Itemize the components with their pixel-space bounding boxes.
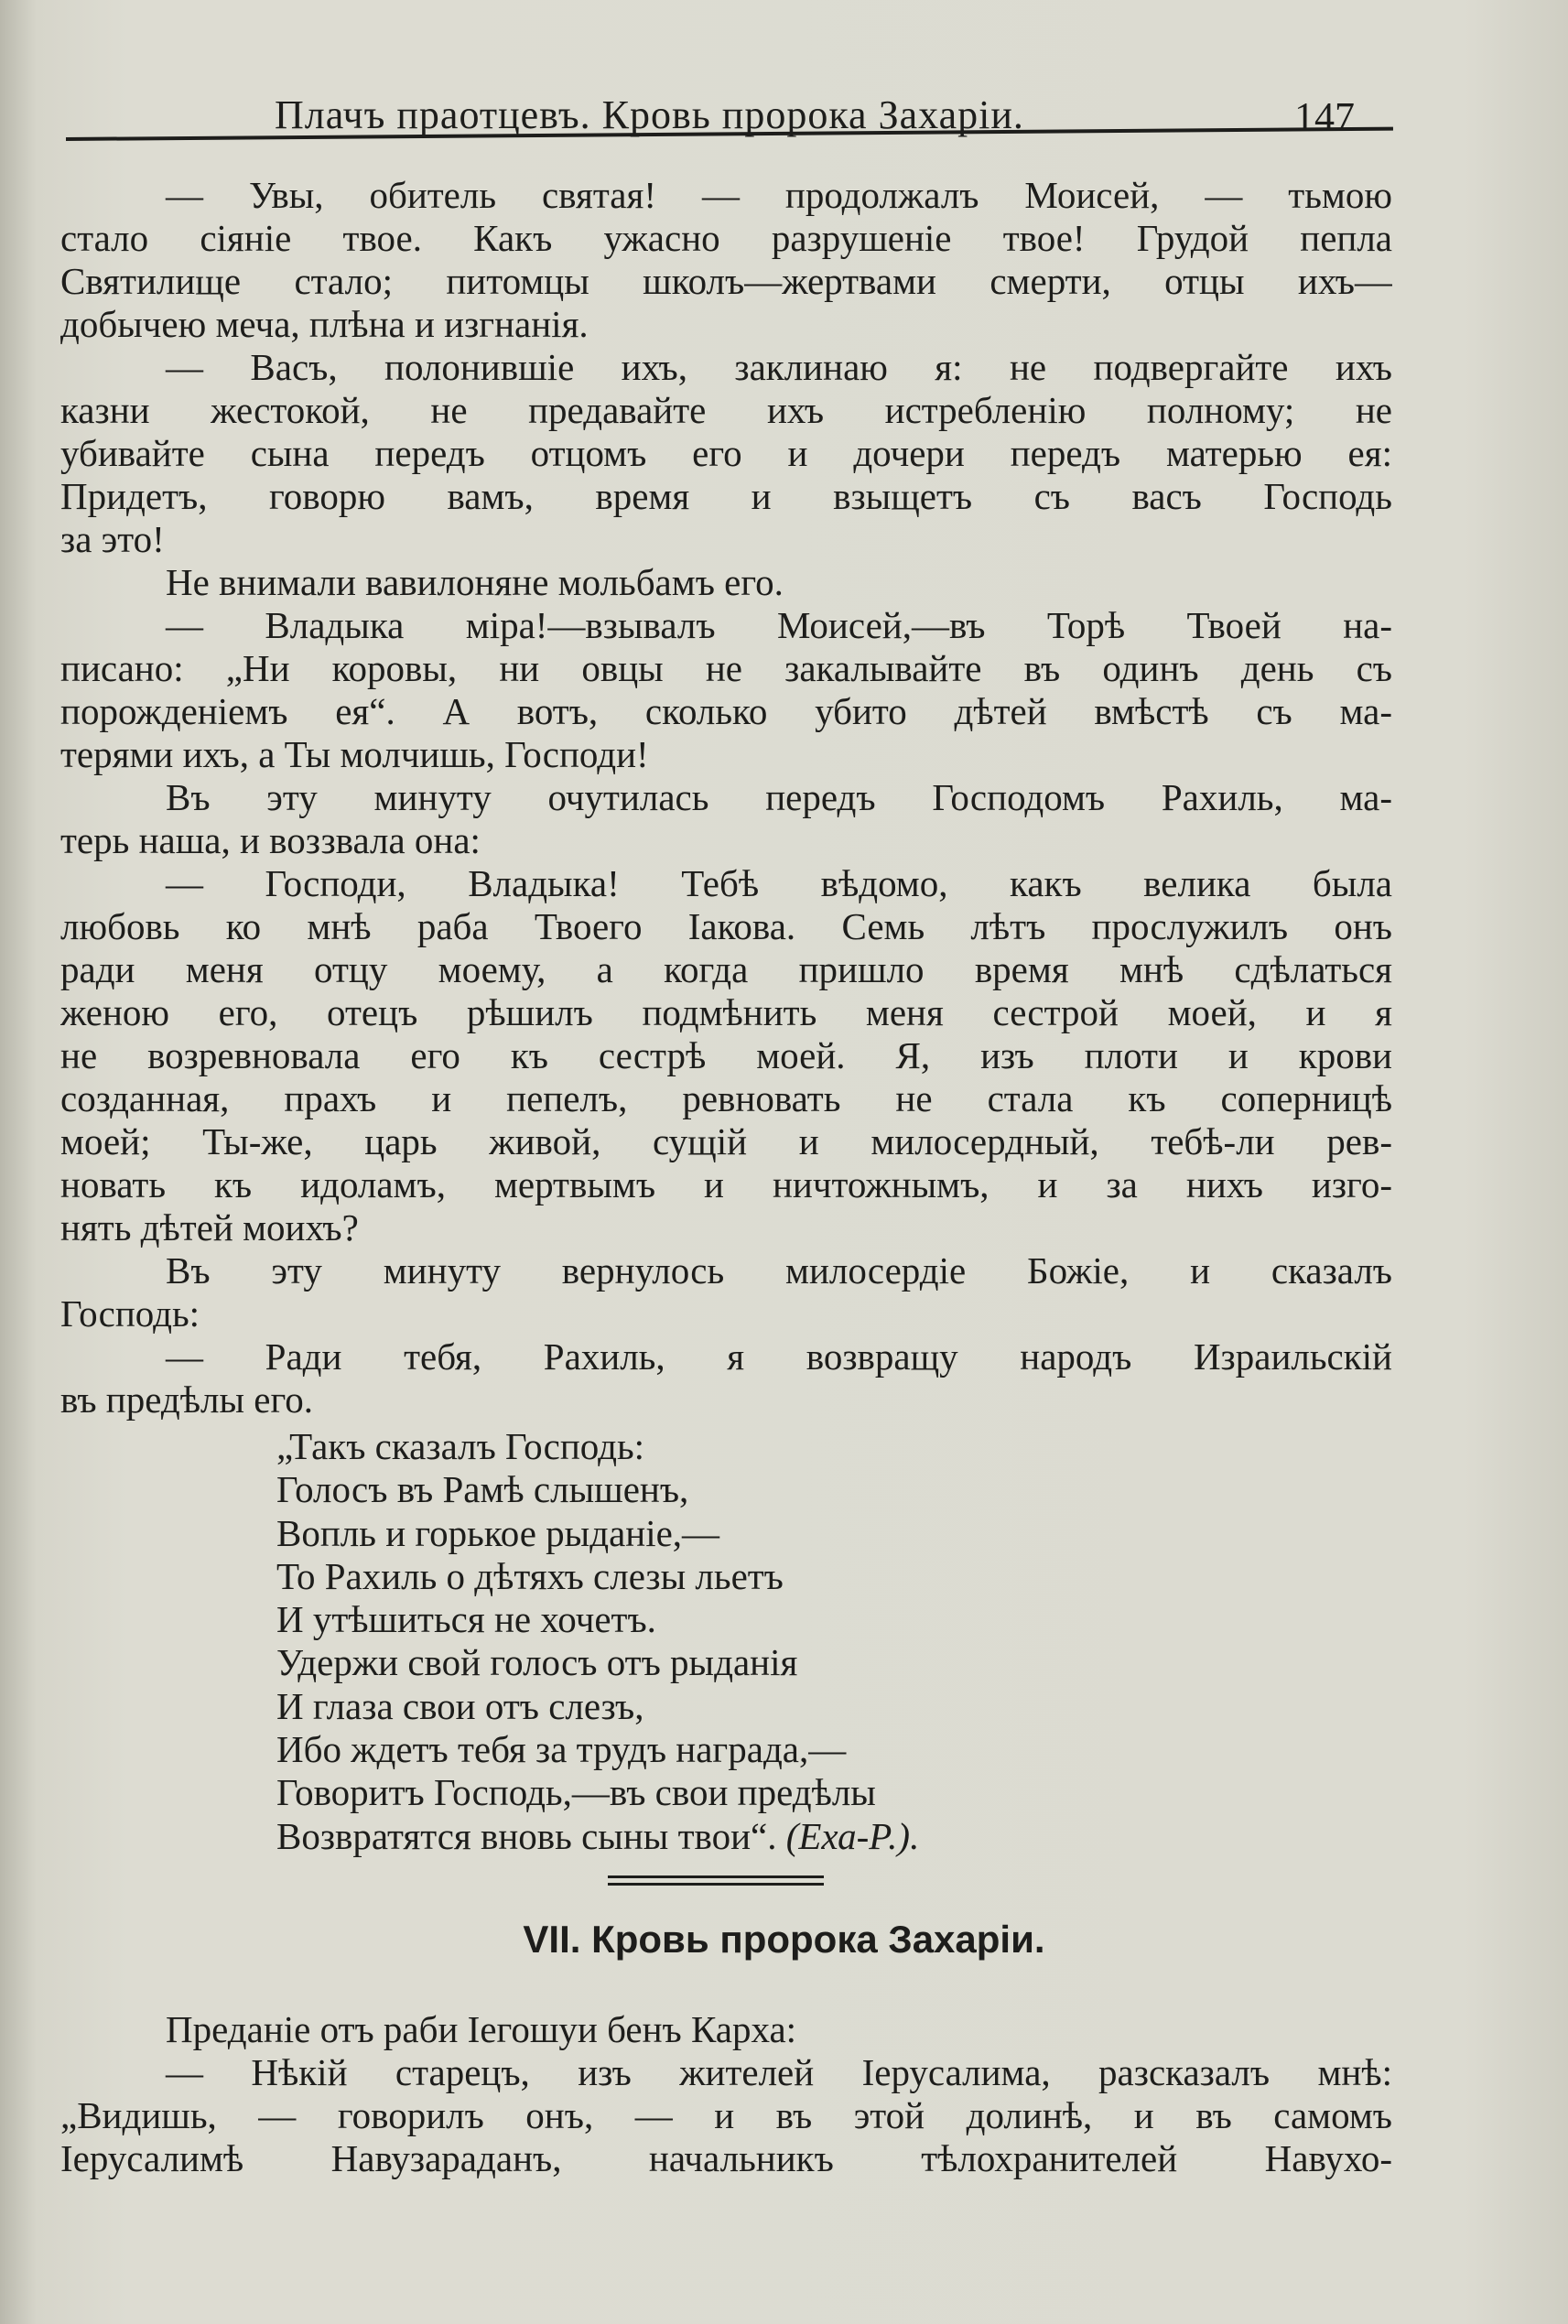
- text-line: убивайте сына передъ отцомъ его и дочери передъ матерью ея:: [60, 432, 1392, 474]
- text-line: не возревновала его къ сестрѣ моей. Я, изъ плоти и крови: [60, 1034, 1392, 1076]
- text-line: — Васъ, полонившіе ихъ, заклинаю я: не подвергайте ихъ: [166, 346, 1392, 388]
- text-line: моей; Ты-же, царь живой, сущій и милосердный, тебѣ-ли рев-: [60, 1120, 1392, 1162]
- text-line: Іерусалимѣ Навузараданъ, начальникъ тѣлохранителей Навухо-: [60, 2137, 1392, 2179]
- text-line: писано: „Ни коровы, ни овцы не закалывайте въ одинъ день съ: [60, 647, 1392, 689]
- poem-line: Ибо ждетъ тебя за трудъ награда,—: [276, 1728, 847, 1771]
- text-line: добычею меча, плѣна и изгнанія.: [60, 303, 589, 345]
- main-text: [60, 174, 1392, 1421]
- text-line: любовь ко мнѣ раба Твоего Іакова. Семь лѣтъ прослужилъ онъ: [60, 905, 1392, 947]
- text-line: женою его, отецъ рѣшилъ подмѣнить меня сестрой моей, и я: [60, 991, 1392, 1033]
- poem-line: То Рахиль о дѣтяхъ слезы льетъ: [276, 1554, 784, 1597]
- text-line: „Видишь, — говорилъ онъ, — и въ этой долинѣ, и въ самомъ: [60, 2094, 1392, 2136]
- text-line: за это!: [60, 518, 165, 560]
- text-line: терями ихъ, а Ты молчишь, Господи!: [60, 733, 649, 775]
- section-divider: [608, 1875, 824, 1890]
- text-line: нять дѣтей моихъ?: [60, 1206, 359, 1248]
- poem: [276, 1425, 919, 1858]
- text-line: Придетъ, говорю вамъ, время и взыщетъ съ васъ Господь: [60, 475, 1392, 517]
- text-line: въ предѣлы его.: [60, 1378, 314, 1421]
- text-line: — Владыка міра!—взывалъ Моисей,—въ Торѣ Твоей на-: [166, 604, 1392, 646]
- poem-line: Говоритъ Господь,—въ свои предѣлы: [276, 1771, 876, 1814]
- poem-line: Удержи свой голосъ отъ рыданія: [276, 1641, 798, 1684]
- text-line: Святилище стало; питомцы школъ—жертвами смерти, отцы ихъ—: [60, 260, 1392, 302]
- text-line: — Ради тебя, Рахиль, я возвращу народъ Израильскій: [166, 1335, 1392, 1378]
- poem-line: И утѣшиться не хочетъ.: [276, 1598, 656, 1641]
- text-line: Господь:: [60, 1292, 200, 1335]
- text-line: казни жестокой, не предавайте ихъ истребленію полному; не: [60, 389, 1392, 431]
- poem-source: (Еха-Р.).: [785, 1814, 920, 1857]
- text-line: ради меня отцу моему, а когда пришло время мнѣ сдѣлаться: [60, 948, 1392, 990]
- text-line: новать къ идоламъ, мертвымъ и ничтожнымъ, и за нихъ изго-: [60, 1163, 1392, 1205]
- section-text: [60, 2008, 1392, 2180]
- text-line: порожденіемъ ея“. А вотъ, сколько убито дѣтей вмѣстѣ съ ма-: [60, 690, 1392, 732]
- poem-line: Голосъ въ Рамѣ слышенъ,: [276, 1468, 689, 1511]
- poem-line: Вопль и горькое рыданіе,—: [276, 1511, 720, 1554]
- text-line: созданная, прахъ и пепелъ, ревновать не стала къ соперницѣ: [60, 1077, 1392, 1119]
- text-line: терь наша, и воззвала она:: [60, 819, 481, 861]
- poem-line: „Такъ сказалъ Господь:: [276, 1425, 645, 1467]
- running-title: Плачъ праотцевъ. Кровь пророка Захаріи.: [275, 92, 1024, 137]
- text-line: — Господи, Владыка! Тебѣ вѣдомо, какъ велика была: [166, 862, 1392, 904]
- text-line: стало сіяніе твое. Какъ ужасно разрушеніе твое! Грудой пепла: [60, 217, 1392, 259]
- text-line: Не внимали вавилоняне мольбамъ его.: [166, 561, 784, 603]
- text-line: Преданіе отъ раби Іегошуи бенъ Карха:: [166, 2008, 797, 2050]
- page-number: 147: [1294, 94, 1355, 139]
- poem-line: И глаза свои отъ слезъ,: [276, 1684, 644, 1727]
- poem-last-line: Возвратятся вновь сыны твои“.: [276, 1814, 786, 1857]
- page-header: [275, 84, 1400, 148]
- poem-line: [276, 1815, 919, 1858]
- section-heading: VII. Кровь пророка Захаріи.: [523, 1918, 1045, 1961]
- text-line: Въ эту минуту очутилась передъ Господомъ Рахиль, ма-: [166, 776, 1392, 818]
- text-line: — Увы, обитель святая! — продолжалъ Моисей, — тьмою: [166, 174, 1392, 216]
- text-line: — Нѣкій старецъ, изъ жителей Іерусалима, разсказалъ мнѣ:: [166, 2051, 1392, 2093]
- text-line: Въ эту минуту вернулось милосердіе Божіе, и сказалъ: [166, 1249, 1392, 1292]
